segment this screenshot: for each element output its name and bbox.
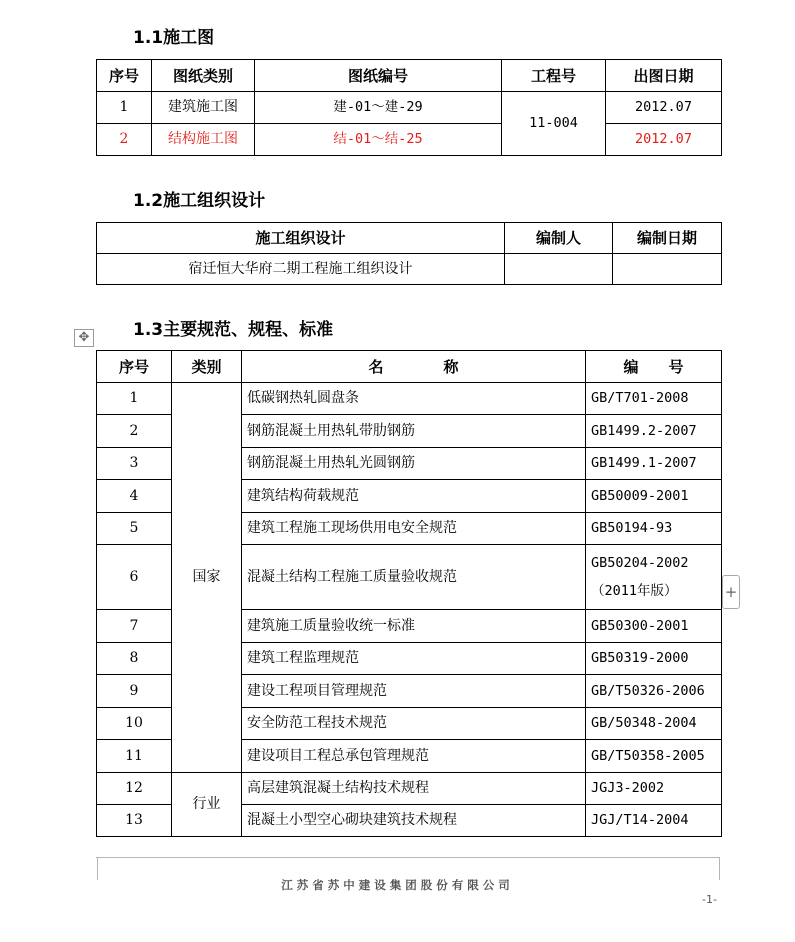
row-no: 11 [97, 740, 172, 773]
row-code: GB/T701-2008 [586, 383, 722, 415]
footer-divider [96, 857, 720, 858]
section-1-heading: 1.1施工图 [133, 28, 215, 48]
row-code: GB50319-2000 [586, 643, 722, 675]
row-no: 1 [97, 383, 172, 415]
header-name: 名 称 [242, 351, 586, 383]
row-no: 6 [97, 545, 172, 610]
row-code: 建-01～建-29 [255, 92, 502, 124]
header-code: 编 号 [586, 351, 722, 383]
row-name: 建设项目工程总承包管理规范 [242, 740, 586, 773]
category-industry: 行业 [172, 773, 242, 837]
row-no: 5 [97, 513, 172, 545]
row-no: 10 [97, 708, 172, 740]
table-row [97, 773, 722, 805]
page-number: -1- [702, 893, 717, 906]
header-no: 序号 [97, 351, 172, 383]
footer-company: 江苏省苏中建设集团股份有限公司 [281, 878, 514, 892]
row-category: 结构施工图 [152, 124, 255, 156]
row-category: 建筑施工图 [152, 92, 255, 124]
header-date: 出图日期 [606, 60, 722, 92]
row-no: 3 [97, 448, 172, 480]
row-no: 4 [97, 480, 172, 513]
row-code: GB1499.2-2007 [586, 415, 722, 448]
plus-icon[interactable]: + [722, 575, 740, 609]
row-code-multiline [586, 545, 722, 610]
project-no: 11-004 [502, 92, 606, 156]
row-no: 13 [97, 805, 172, 837]
table-row [97, 383, 722, 415]
row-name: 高层建筑混凝土结构技术规程 [242, 773, 586, 805]
row-name: 混凝土小型空心砌块建筑技术规程 [242, 805, 586, 837]
move-icon[interactable]: ✥ [74, 329, 94, 347]
section-3-heading: 1.3主要规范、规程、标准 [133, 320, 334, 340]
row-code: GB/T50326-2006 [586, 675, 722, 708]
header-compile-date: 编制日期 [613, 223, 722, 254]
row-name: 钢筋混凝土用热轧带肋钢筋 [242, 415, 586, 448]
row-code: GB50300-2001 [586, 610, 722, 643]
row-code: GB1499.1-2007 [586, 448, 722, 480]
row-no: 7 [97, 610, 172, 643]
row-name: 钢筋混凝土用热轧光圆钢筋 [242, 448, 586, 480]
row-code-edition: （2011年版） [591, 583, 678, 599]
table-row [97, 92, 722, 124]
header-category: 图纸类别 [152, 60, 255, 92]
row-name: 安全防范工程技术规范 [242, 708, 586, 740]
table-row [97, 124, 722, 156]
row-no: 2 [97, 415, 172, 448]
section-2-heading: 1.2施工组织设计 [133, 191, 266, 211]
header-type: 类别 [172, 351, 242, 383]
row-code: GB50194-93 [586, 513, 722, 545]
row-name: 低碳钢热轧圆盘条 [242, 383, 586, 415]
row-no: 9 [97, 675, 172, 708]
drawings-table [96, 59, 722, 156]
row-code: JGJ/T14-2004 [586, 805, 722, 837]
row-name: 建筑工程监理规范 [242, 643, 586, 675]
row-name: 建设工程项目管理规范 [242, 675, 586, 708]
header-author: 编制人 [505, 223, 613, 254]
row-name: 建筑工程施工现场供用电安全规范 [242, 513, 586, 545]
row-code: JGJ3-2002 [586, 773, 722, 805]
row-code: GB50204-2002 [591, 554, 689, 571]
category-national: 国家 [172, 383, 242, 773]
row-code: GB50009-2001 [586, 480, 722, 513]
row-no: 8 [97, 643, 172, 675]
table-row [97, 254, 722, 285]
row-code: GB/T50358-2005 [586, 740, 722, 773]
row-no: 12 [97, 773, 172, 805]
header-code: 图纸编号 [255, 60, 502, 92]
row-date: 2012.07 [606, 124, 722, 156]
header-design: 施工组织设计 [97, 223, 505, 254]
row-date: 2012.07 [606, 92, 722, 124]
row-no: 1 [97, 92, 152, 124]
construction-design-table [96, 222, 722, 285]
design-author [505, 254, 613, 285]
row-code: GB/50348-2004 [586, 708, 722, 740]
design-title: 宿迁恒大华府二期工程施工组织设计 [97, 254, 505, 285]
row-no: 2 [97, 124, 152, 156]
row-name: 混凝土结构工程施工质量验收规范 [242, 545, 586, 610]
row-name: 建筑结构荷载规范 [242, 480, 586, 513]
row-name: 建筑施工质量验收统一标准 [242, 610, 586, 643]
row-code: 结-01～结-25 [255, 124, 502, 156]
design-date [613, 254, 722, 285]
header-project-no: 工程号 [502, 60, 606, 92]
header-no: 序号 [97, 60, 152, 92]
standards-table [96, 350, 722, 837]
